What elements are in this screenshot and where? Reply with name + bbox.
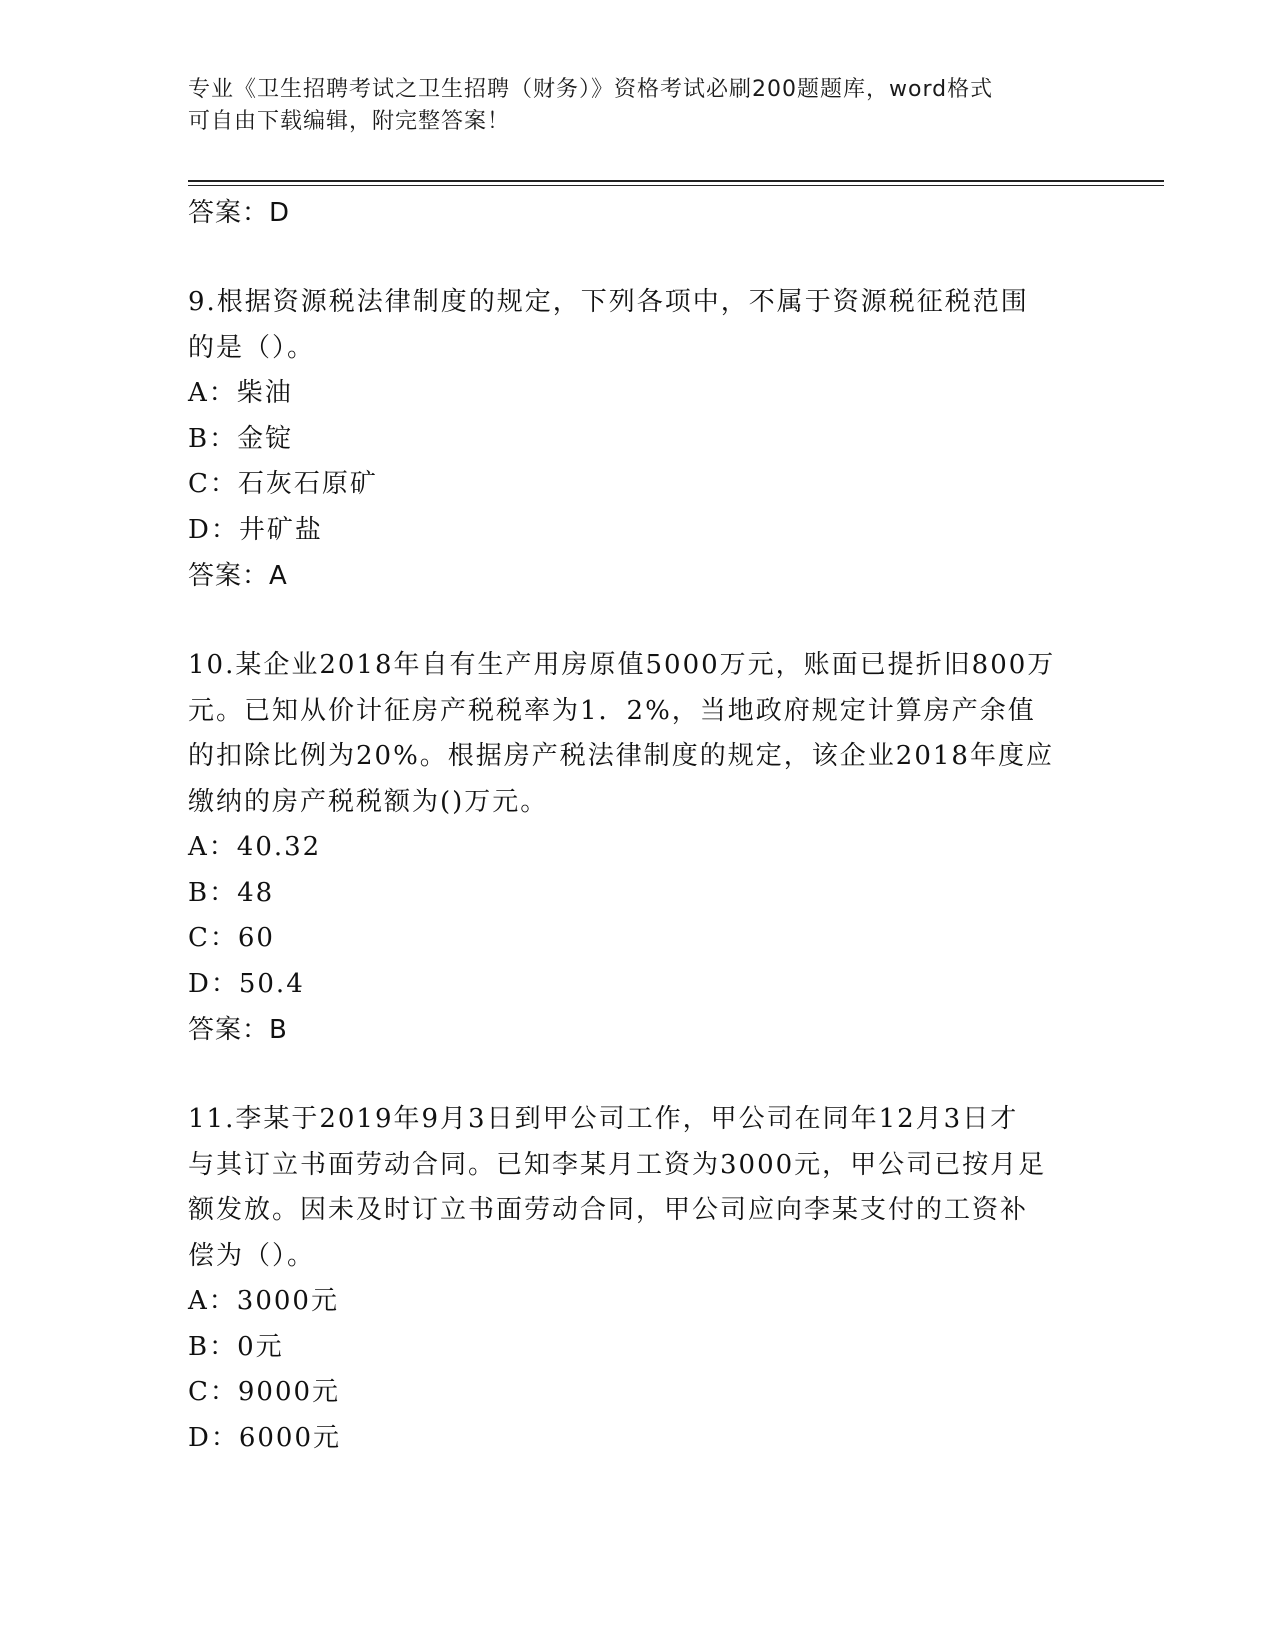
- question-10: [188, 643, 1088, 1053]
- question-10-line-3: 的扣除比例为20%。根据房产税法律制度的规定，该企业2018年度应: [188, 741, 1054, 771]
- header-divider-thin: [188, 185, 1164, 186]
- question-9-line-1: 9.根据资源税法律制度的规定，下列各项中，不属于资源税征税范围: [188, 287, 1029, 317]
- question-10-option-b: B：48: [188, 877, 275, 908]
- header-line-1: 专业《卫生招聘考试之卫生招聘（财务）》资格考试必刷200题题库，word格式: [188, 77, 994, 102]
- question-11-line-4: 偿为（）。: [188, 1240, 316, 1271]
- page-header: [188, 74, 1088, 138]
- question-11-option-a: A：3000元: [188, 1286, 339, 1316]
- answer-q10: 答案：B: [188, 1015, 288, 1045]
- question-9: [188, 280, 1088, 599]
- answer-q9: 答案：A: [188, 561, 288, 591]
- question-9-line-2: 的是（）。: [188, 332, 316, 363]
- question-9-option-c: C：石灰石原矿: [188, 469, 378, 499]
- question-11: [188, 1097, 1088, 1461]
- document-body: [188, 190, 1088, 1461]
- question-10-line-1: 10.某企业2018年自有生产用房原值5000万元，账面已提折旧800万: [188, 650, 1056, 680]
- question-11-option-d: D：6000元: [188, 1422, 342, 1453]
- question-9-option-a: A：柴油: [188, 378, 293, 408]
- question-10-option-a: A：40.32: [188, 832, 322, 862]
- spacer: [188, 236, 1088, 280]
- question-10-line-2: 元。已知从价计征房产税税率为1．2%，当地政府规定计算房产余值: [188, 695, 1036, 726]
- question-11-line-2: 与其订立书面劳动合同。已知李某月工资为3000元，甲公司已按月足: [188, 1149, 1047, 1180]
- question-10-option-c: C：60: [188, 923, 275, 953]
- question-10-option-d: D：50.4: [188, 968, 305, 999]
- question-11-line-3: 额发放。因未及时订立书面劳动合同，甲公司应向李某支付的工资补: [188, 1195, 1029, 1225]
- question-10-line-4: 缴纳的房产税税额为()万元。: [188, 786, 549, 817]
- question-11-option-b: B：0元: [188, 1331, 284, 1362]
- question-11-line-1: 11.李某于2019年9月3日到甲公司工作，甲公司在同年12月3日才: [188, 1104, 1019, 1134]
- question-9-option-d: D：井矿盐: [188, 514, 323, 545]
- header-divider: [188, 180, 1164, 182]
- question-11-option-c: C：9000元: [188, 1377, 341, 1407]
- question-9-option-b: B：金锭: [188, 423, 294, 454]
- header-line-2: 可自由下载编辑，附完整答案！: [188, 109, 511, 134]
- spacer: [188, 599, 1088, 643]
- spacer: [188, 1053, 1088, 1097]
- answer-q8: 答案：D: [188, 198, 291, 228]
